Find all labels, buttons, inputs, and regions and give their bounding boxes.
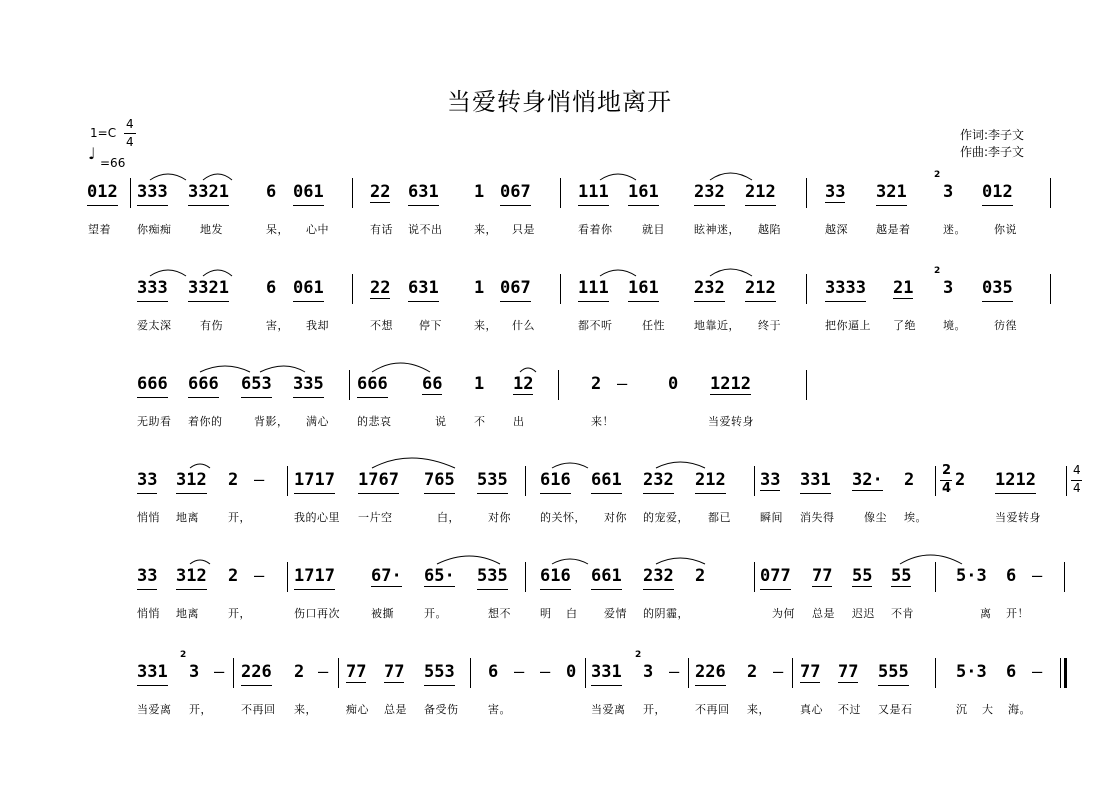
note-group: 331 bbox=[591, 662, 622, 682]
lyric: 无助看 bbox=[137, 415, 172, 428]
note-group: 335 bbox=[293, 374, 324, 394]
lyric: 爱情 bbox=[604, 607, 627, 620]
lyric: 开， bbox=[189, 703, 212, 716]
note-group: 2 bbox=[747, 662, 758, 682]
lyric: 终于 bbox=[758, 319, 781, 332]
note-group: 2 bbox=[228, 470, 239, 490]
note-group: 661 bbox=[591, 566, 622, 586]
note-group: 3 bbox=[189, 662, 200, 682]
lyric: 瞬间 bbox=[760, 511, 783, 524]
note-group: 1717 bbox=[294, 566, 335, 586]
note-group: – bbox=[617, 374, 628, 394]
note-group: 616 bbox=[540, 566, 571, 586]
lyric: 说不出 bbox=[408, 223, 443, 236]
lyric: 的阴霾， bbox=[643, 607, 689, 620]
lyric: 开， bbox=[228, 607, 251, 620]
lyric: 就目 bbox=[642, 223, 665, 236]
lyric: 心中 bbox=[306, 223, 329, 236]
lyric: 当爱转身 bbox=[708, 415, 754, 428]
note-group: 111 bbox=[578, 278, 609, 298]
lyric: 出 bbox=[513, 415, 525, 428]
note-group: 6 bbox=[488, 662, 499, 682]
note-group: 232 bbox=[694, 278, 725, 298]
note-group: 55 bbox=[852, 566, 873, 586]
note-group: 212 bbox=[695, 470, 726, 490]
note-group: 77 bbox=[800, 662, 821, 682]
lyric: 你痴痴 bbox=[137, 223, 172, 236]
grace-note: 2 bbox=[635, 650, 642, 660]
lyric: 了绝 bbox=[893, 319, 916, 332]
lyric: 开！ bbox=[1006, 607, 1029, 620]
lyric: 都已 bbox=[708, 511, 731, 524]
lyric: 着你的 bbox=[188, 415, 223, 428]
note-group: 21 bbox=[893, 278, 914, 298]
lyric: 被撕 bbox=[371, 607, 394, 620]
note-group: 212 bbox=[745, 182, 776, 202]
lyric: 伤口再次 bbox=[294, 607, 340, 620]
note-group: 331 bbox=[800, 470, 831, 490]
lyric: 埃。 bbox=[904, 511, 927, 524]
slur bbox=[372, 363, 430, 372]
lyric: 满心 bbox=[306, 415, 329, 428]
note-group: 312 bbox=[176, 566, 207, 586]
note-group: 631 bbox=[408, 182, 439, 202]
note-group: 333 bbox=[137, 278, 168, 298]
note-group: 2 bbox=[294, 662, 305, 682]
note-group: 55 bbox=[891, 566, 912, 586]
lyric: 的关怀， bbox=[540, 511, 586, 524]
lyric: 地离 bbox=[176, 511, 199, 524]
lyric: 什么 bbox=[512, 319, 535, 332]
note-group: 161 bbox=[628, 182, 659, 202]
slur bbox=[600, 174, 636, 180]
slur bbox=[520, 368, 536, 372]
lyric: 爱太深 bbox=[137, 319, 172, 332]
lyric: 的宠爱， bbox=[643, 511, 689, 524]
note-group: 555 bbox=[878, 662, 909, 682]
lyric: 又是石 bbox=[878, 703, 913, 716]
note-group: 12 bbox=[513, 374, 534, 394]
lyric: 呆， bbox=[266, 223, 289, 236]
lyric: 当爱离 bbox=[137, 703, 172, 716]
lyric: 眩神迷， bbox=[694, 223, 740, 236]
note-group: 321 bbox=[876, 182, 907, 202]
note-group: 1 bbox=[474, 374, 485, 394]
note-group: 012 bbox=[982, 182, 1013, 202]
lyric: 离 bbox=[980, 607, 992, 620]
lyric: 看着你 bbox=[578, 223, 613, 236]
note-group: 77 bbox=[346, 662, 367, 682]
note-group: – bbox=[514, 662, 525, 682]
lyric: 境。 bbox=[943, 319, 966, 332]
lyric: 像尘 bbox=[864, 511, 887, 524]
note-group: 765 bbox=[424, 470, 455, 490]
lyric: 消失得 bbox=[800, 511, 835, 524]
note-group: 67· bbox=[371, 566, 402, 586]
lyric: 来， bbox=[747, 703, 770, 716]
lyricist-credit: 作词:李子文 bbox=[960, 128, 1025, 142]
composer-credit: 作曲:李子文 bbox=[960, 145, 1025, 159]
lyric: 为何 bbox=[772, 607, 795, 620]
note-group: 1 bbox=[474, 182, 485, 202]
lyric: 害， bbox=[266, 319, 289, 332]
slur bbox=[150, 270, 186, 276]
note-group: 077 bbox=[760, 566, 791, 586]
lyric: 背影， bbox=[254, 415, 289, 428]
lyric: 的悲哀 bbox=[357, 415, 392, 428]
note-group: – bbox=[1032, 662, 1043, 682]
note-group: 666 bbox=[188, 374, 219, 394]
note-group: 061 bbox=[293, 182, 324, 202]
meter-change-numerator: 2 bbox=[942, 463, 952, 478]
lyric: 对你 bbox=[488, 511, 511, 524]
lyric: 总是 bbox=[812, 607, 835, 620]
note-group: 3 bbox=[643, 662, 654, 682]
quarter-note-icon: ♩ bbox=[88, 144, 96, 163]
note-group: 65· bbox=[424, 566, 455, 586]
lyric: 不 bbox=[474, 415, 486, 428]
note-group: 6 bbox=[1006, 566, 1017, 586]
note-group: 232 bbox=[643, 470, 674, 490]
note-group: 067 bbox=[500, 278, 531, 298]
note-group: 1767 bbox=[358, 470, 399, 490]
lyric: 望着 bbox=[88, 223, 111, 236]
lyric: 开， bbox=[643, 703, 666, 716]
note-group: 3333 bbox=[825, 278, 866, 298]
note-group: 535 bbox=[477, 470, 508, 490]
lyric: 有伤 bbox=[200, 319, 223, 332]
lyric: 越是着 bbox=[876, 223, 911, 236]
slur bbox=[552, 463, 588, 468]
lyric: 总是 bbox=[384, 703, 407, 716]
meter-change-denominator: 4 bbox=[942, 481, 952, 496]
note-group: 33 bbox=[137, 566, 158, 586]
lyric: 把你逼上 bbox=[825, 319, 871, 332]
tempo-marking: =66 bbox=[100, 156, 126, 170]
lyric: 不想 bbox=[370, 319, 393, 332]
note-group: 616 bbox=[540, 470, 571, 490]
slur bbox=[150, 174, 186, 180]
note-group: 77 bbox=[812, 566, 833, 586]
slur bbox=[656, 558, 705, 564]
note-group: 22 bbox=[370, 278, 391, 298]
note-group: 77 bbox=[384, 662, 405, 682]
lyric: 真心 bbox=[800, 703, 823, 716]
note-group: – bbox=[540, 662, 551, 682]
time-signature-denominator: 4 bbox=[126, 135, 134, 149]
note-group: 212 bbox=[745, 278, 776, 298]
note-group: 22 bbox=[370, 182, 391, 202]
note-group: 666 bbox=[137, 374, 168, 394]
note-group: 1717 bbox=[294, 470, 335, 490]
slur bbox=[656, 462, 705, 468]
grace-note: 2 bbox=[934, 266, 941, 276]
lyric: 开。 bbox=[424, 607, 447, 620]
note-group: 232 bbox=[643, 566, 674, 586]
lyric: 开， bbox=[228, 511, 251, 524]
meter-end-denominator: 4 bbox=[1073, 481, 1081, 495]
slur bbox=[710, 269, 752, 276]
lyric: 对你 bbox=[604, 511, 627, 524]
note-group: 5·3 bbox=[956, 662, 987, 682]
note-group: 3 bbox=[943, 182, 954, 202]
note-group: 3 bbox=[943, 278, 954, 298]
note-group: 653 bbox=[241, 374, 272, 394]
note-group: 2 bbox=[228, 566, 239, 586]
slur bbox=[260, 366, 305, 372]
lyric: 不肯 bbox=[891, 607, 914, 620]
time-signature-numerator: 4 bbox=[126, 117, 134, 131]
note-group: 33 bbox=[137, 470, 158, 490]
lyric: 停下 bbox=[419, 319, 442, 332]
note-group: 312 bbox=[176, 470, 207, 490]
note-group: 535 bbox=[477, 566, 508, 586]
note-group: 333 bbox=[137, 182, 168, 202]
lyric: 越陷 bbox=[758, 223, 781, 236]
slur bbox=[190, 560, 210, 564]
lyric: 悄悄 bbox=[137, 511, 160, 524]
note-group: – bbox=[318, 662, 329, 682]
note-group: 666 bbox=[357, 374, 388, 394]
note-group: 111 bbox=[578, 182, 609, 202]
note-group: 2 bbox=[591, 374, 602, 394]
lyric: 迷。 bbox=[943, 223, 966, 236]
meter-end-numerator: 4 bbox=[1073, 463, 1081, 477]
lyric: 不过 bbox=[838, 703, 861, 716]
lyric: 迟迟 bbox=[852, 607, 875, 620]
slur bbox=[203, 174, 232, 180]
note-group: – bbox=[214, 662, 225, 682]
lyric: 痴心 bbox=[346, 703, 369, 716]
note-group: – bbox=[1032, 566, 1043, 586]
lyric: 不再回 bbox=[695, 703, 730, 716]
note-group: 2 bbox=[955, 470, 966, 490]
lyric: 任性 bbox=[642, 319, 665, 332]
slur bbox=[372, 458, 455, 468]
note-group: – bbox=[254, 566, 265, 586]
note-group: – bbox=[669, 662, 680, 682]
slur bbox=[900, 555, 962, 564]
note-group: 331 bbox=[137, 662, 168, 682]
lyric: 越深 bbox=[825, 223, 848, 236]
note-group: 0 bbox=[668, 374, 679, 394]
note-group: 232 bbox=[694, 182, 725, 202]
slur bbox=[600, 270, 636, 276]
slur bbox=[552, 559, 588, 564]
note-group: 33 bbox=[825, 182, 846, 202]
lyric: 只是 bbox=[512, 223, 535, 236]
lyric: 你说 bbox=[994, 223, 1017, 236]
lyric: 海。 bbox=[1008, 703, 1031, 716]
lyric: 来！ bbox=[591, 415, 614, 428]
lyric: 备受伤 bbox=[424, 703, 459, 716]
lyric: 有话 bbox=[370, 223, 393, 236]
lyric: 当爱转身 bbox=[995, 511, 1041, 524]
lyric: 悄悄 bbox=[137, 607, 160, 620]
note-group: 33 bbox=[760, 470, 781, 490]
note-group: 061 bbox=[293, 278, 324, 298]
lyric: 来， bbox=[474, 319, 497, 332]
note-group: 77 bbox=[838, 662, 859, 682]
note-group: 3321 bbox=[188, 278, 229, 298]
note-group: 5·3 bbox=[956, 566, 987, 586]
lyric: 明 bbox=[540, 607, 552, 620]
note-group: 631 bbox=[408, 278, 439, 298]
note-group: 661 bbox=[591, 470, 622, 490]
lyric: 我却 bbox=[306, 319, 329, 332]
note-group: 035 bbox=[982, 278, 1013, 298]
note-group: 66 bbox=[422, 374, 443, 394]
lyric: 当爱离 bbox=[591, 703, 626, 716]
note-group: 161 bbox=[628, 278, 659, 298]
note-group: 6 bbox=[266, 278, 277, 298]
page-title: 当爱转身悄悄地离开 bbox=[447, 88, 672, 116]
grace-note: 2 bbox=[934, 170, 941, 180]
note-group: 3321 bbox=[188, 182, 229, 202]
note-group: 067 bbox=[500, 182, 531, 202]
lyric: 想不 bbox=[488, 607, 511, 620]
lyric: 说 bbox=[435, 415, 447, 428]
lyric: 都不听 bbox=[578, 319, 613, 332]
note-group: 226 bbox=[241, 662, 272, 682]
lyric: 一片空 bbox=[358, 511, 393, 524]
note-group: 6 bbox=[1006, 662, 1017, 682]
note-group: 1212 bbox=[710, 374, 751, 394]
lyric: 我的心里 bbox=[294, 511, 340, 524]
lyric: 来， bbox=[294, 703, 317, 716]
lyric: 来， bbox=[474, 223, 497, 236]
note-group: 2 bbox=[695, 566, 706, 586]
note-group: – bbox=[254, 470, 265, 490]
note-group: 6 bbox=[266, 182, 277, 202]
slur bbox=[203, 270, 232, 276]
lyric: 害。 bbox=[488, 703, 511, 716]
note-group: 1 bbox=[474, 278, 485, 298]
lyric: 地发 bbox=[200, 223, 223, 236]
lyric: 地靠近， bbox=[694, 319, 740, 332]
note-group: 553 bbox=[424, 662, 455, 682]
slur bbox=[710, 173, 752, 180]
lyric: 白， bbox=[437, 511, 460, 524]
lyric: 不再回 bbox=[241, 703, 276, 716]
note-group: 0 bbox=[566, 662, 577, 682]
lyric: 白 bbox=[566, 607, 578, 620]
slur bbox=[437, 556, 500, 564]
lyric: 地离 bbox=[176, 607, 199, 620]
slur bbox=[200, 366, 250, 372]
note-group: 2 bbox=[904, 470, 915, 490]
lyric: 大 bbox=[982, 703, 994, 716]
lyric: 沉 bbox=[956, 703, 968, 716]
grace-note: 2 bbox=[180, 650, 187, 660]
note-group: 1212 bbox=[995, 470, 1036, 490]
slur bbox=[190, 464, 210, 468]
note-group: 012 bbox=[87, 182, 118, 202]
note-group: 226 bbox=[695, 662, 726, 682]
key-signature: 1=C bbox=[90, 126, 117, 140]
note-group: 32· bbox=[852, 470, 883, 490]
note-group: – bbox=[773, 662, 784, 682]
lyric: 彷徨 bbox=[994, 319, 1017, 332]
